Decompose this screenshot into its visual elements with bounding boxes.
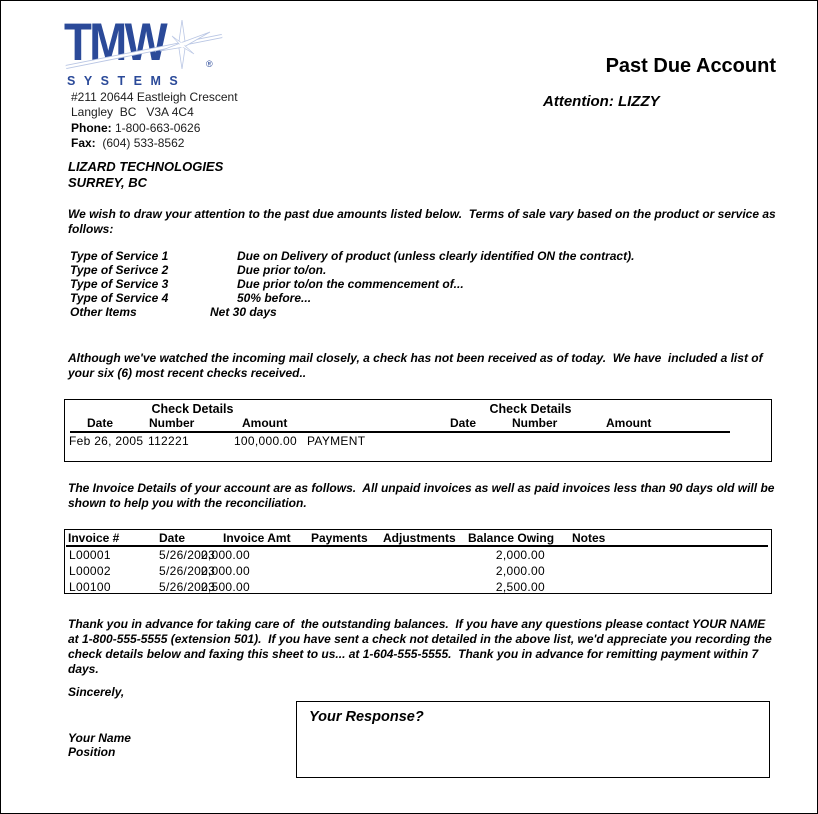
invoice-balance: 2,500.00 [495,580,545,594]
check-details-title-left: Check Details [151,402,234,416]
check-amount: 100,000.00 [233,434,297,448]
service-label: Type of Service 1 [70,249,169,263]
invoice-col-number: Invoice # [68,531,120,545]
service-row [70,263,326,277]
intro-paragraph: We wish to draw your attention to the past due amounts listed below. Terms of sale vary based on the product or service as follows: [68,207,780,236]
response-box [296,701,770,778]
invoice-date: 5/26/2003 [159,580,216,594]
service-row [70,249,634,263]
check-date: Feb 26, 2005 [69,434,144,448]
service-terms: Due prior to/on. [237,263,327,277]
fax-value: (604) 533-8562 [95,136,185,150]
tmw-logo [64,16,224,72]
recipient-name: LIZARD TECHNOLOGIES [68,159,224,174]
invoice-col-balance: Balance Owing [468,531,555,545]
service-terms: Net 30 days [210,305,277,319]
invoice-number: L00100 [69,580,111,594]
invoice-col-notes: Notes [572,531,606,545]
header-rule [66,545,768,547]
registered-mark: ® [206,59,213,69]
company-phone [71,121,200,135]
service-row [70,277,464,291]
service-row [70,291,311,305]
service-terms: Due on Delivery of product (unless clearly identified ON the contract). [237,249,635,263]
check-details-table [64,399,772,462]
service-label: Type of Serivce 2 [70,263,169,277]
recipient-location: SURREY, BC [68,175,147,190]
service-terms: 50% before... [237,291,312,305]
signature-position: Position [68,745,116,759]
check-col-date: Date [450,416,477,430]
invoice-balance: 2,000.00 [495,548,545,562]
check-note: PAYMENT [307,434,366,448]
invoice-balance: 2,000.00 [495,564,545,578]
invoice-date: 5/26/2003 [159,548,216,562]
response-box-label: Your Response? [309,709,424,725]
header-rule [70,431,730,433]
service-row [70,305,277,319]
check-col-amount: Amount [606,416,652,430]
service-label: Other Items [70,305,137,319]
check-col-amount: Amount [242,416,288,430]
invoice-amount: 2,000.00 [200,564,250,578]
invoice-amount: 2,500.00 [200,580,250,594]
service-terms: Due prior to/on the commencement of... [237,277,464,291]
invoice-table [64,529,772,594]
invoice-col-amount: Invoice Amt [223,531,291,545]
check-col-date: Date [87,416,114,430]
check-col-number: Number [149,416,195,430]
service-label: Type of Service 3 [70,277,169,291]
signature-name: Your Name [68,731,131,745]
tmw-logo-text: TMW [64,16,166,72]
logo-systems-text: SYSTEMS [67,74,187,88]
phone-value: 1-800-663-0626 [111,121,201,135]
invoice-paragraph: The Invoice Details of your account are as follows. All unpaid invoices as well as paid invoices less than 90 days old will be shown to help you with the reconciliation. [68,481,778,510]
invoice-col-date: Date [159,531,186,545]
check-details-title-right: Check Details [489,402,572,416]
invoice-amount: 2,000.00 [200,548,250,562]
attention-line: Attention: LIZZY [543,93,660,110]
check-number: 112221 [148,434,189,448]
check-col-number: Number [512,416,558,430]
invoice-number: L00002 [69,564,111,578]
closing-paragraph: Thank you in advance for taking care of the outstanding balances. If you have any questions please contact YOUR NAME at 1-800-555-5555 (extension 501). If you have sent a check not detailed in the above list, we'd appreciate you recording the check details below and faxing this sheet to us... at 1-604-555-5555. Thank you in advance for remitting payment within 7 days. [68,617,776,676]
company-address-line2: Langley BC V3A 4C4 [71,105,194,119]
invoice-col-payments: Payments [311,531,368,545]
fax-label: Fax: [71,136,96,150]
checks-paragraph: Although we've watched the incoming mail closely, a check has not been received as of today. We have included a list of your six (6) most recent checks received.. [68,351,766,380]
company-fax [71,136,184,150]
invoice-number: L00001 [69,548,111,562]
sincerely-text: Sincerely, [68,685,125,699]
page-title: Past Due Account [605,55,776,77]
phone-label: Phone: [71,121,112,135]
invoice-date: 5/26/2003 [159,564,216,578]
service-label: Type of Service 4 [70,291,169,305]
company-address-line1: #211 20644 Eastleigh Crescent [71,90,238,104]
sparkle-star-icon [160,20,210,69]
invoice-col-adjustments: Adjustments [383,531,456,545]
